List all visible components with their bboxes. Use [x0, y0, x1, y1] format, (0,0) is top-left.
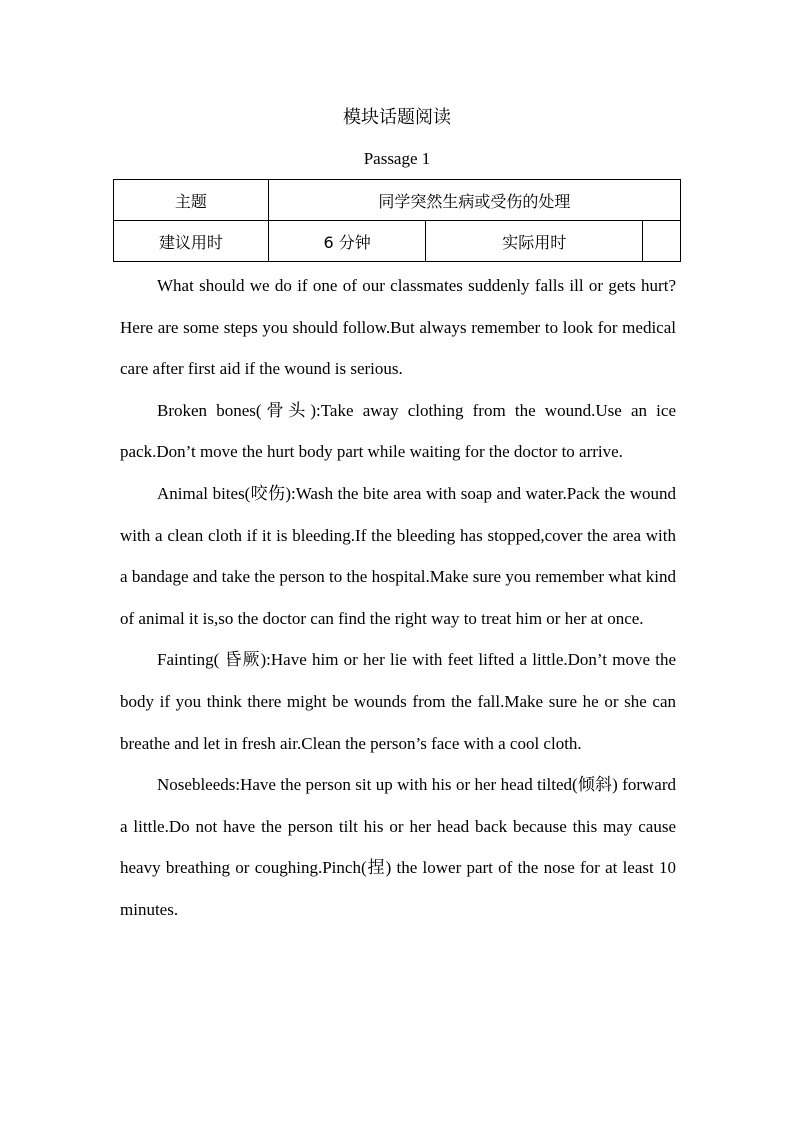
info-table — [113, 179, 681, 262]
paragraph-broken-bones: Broken bones(骨头):Take away clothing from the wound.Use an ice pack.Don’t move the hurt body part while waiting for the doctor to arrive. — [120, 400, 676, 462]
passage-title: Passage 1 — [363, 149, 431, 168]
actual-time-value — [643, 221, 681, 262]
paragraph-intro: What should we do if one of our classmates suddenly falls ill or gets hurt? Here are some steps you should follow.But always remember to look for medical care after first aid if the wound is serious. — [120, 276, 676, 379]
suggested-time-label: 建议用时 — [114, 221, 269, 262]
actual-time-label: 实际用时 — [426, 221, 643, 262]
paragraph-fainting: Fainting( 昏厥):Have him or her lie with feet lifted a little.Don’t move the body if you think there might be wounds from the fall.Make sure he or she can breathe and let in fresh air.Clean the person’s face with a cool cloth. — [120, 650, 676, 753]
time-row — [114, 221, 681, 262]
topic-row — [114, 180, 681, 221]
page-title: 模块话题阅读 — [343, 107, 451, 128]
suggested-time-value: 6 分钟 — [268, 221, 426, 262]
paragraph-animal-bites: Animal bites(咬伤):Wash the bite area with soap and water.Pack the wound with a clean cloth if it is bleeding.If the bleeding has stopped,cover the area with a bandage and take the person to the hospital.Make sure you remember what kind of animal it is,so the doctor can find the right way to treat him or her at once. — [120, 483, 676, 628]
topic-label: 主题 — [114, 180, 269, 221]
paragraph-nosebleeds: Nosebleeds:Have the person sit up with his or her head tilted(倾斜) forward a little.Do not have the person tilt his or her head back because this may cause heavy breathing or coughing.Pinch(捏) the lower part of the nose for at least 10 minutes. — [120, 775, 676, 919]
passage-body — [120, 265, 676, 931]
topic-value: 同学突然生病或受伤的处理 — [268, 180, 680, 221]
